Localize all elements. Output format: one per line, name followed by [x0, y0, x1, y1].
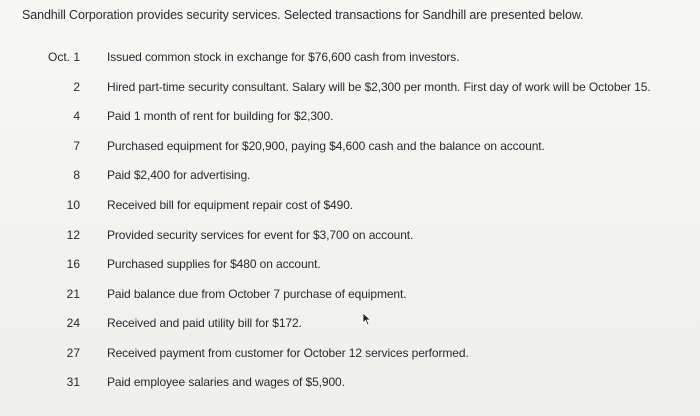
transaction-date: 24: [66, 316, 80, 330]
transaction-description: Issued common stock in exchange for $76,600 cash from investors.: [107, 50, 460, 64]
transaction-date: 31: [66, 375, 80, 389]
transaction-date: 27: [66, 346, 80, 360]
transaction-description: Purchased equipment for $20,900, paying $4,600 cash and the balance on account.: [107, 139, 545, 153]
mouse-pointer-icon: [362, 312, 372, 326]
transaction-date: 8: [73, 168, 80, 182]
transaction-description: Paid $2,400 for advertising.: [107, 168, 251, 182]
transaction-date: 12: [66, 228, 80, 242]
transaction-description: Paid 1 month of rent for building for $2,300.: [107, 109, 334, 123]
transaction-description: Provided security services for event for $3,700 on account.: [107, 228, 414, 242]
transaction-date: 4: [73, 109, 80, 123]
transaction-description: Received and paid utility bill for $172.: [107, 316, 302, 330]
transaction-date: 16: [66, 257, 80, 271]
transaction-description: Purchased supplies for $480 on account.: [107, 257, 321, 271]
transaction-description: Paid employee salaries and wages of $5,900.: [107, 375, 345, 389]
transaction-date: 21: [66, 287, 80, 301]
intro-text: Sandhill Corporation provides security services. Selected transactions for Sandhill are presented below.: [22, 8, 584, 22]
transaction-description: Paid balance due from October 7 purchase of equipment.: [107, 287, 407, 301]
transaction-date: 2: [73, 80, 80, 94]
transaction-description: Hired part-time security consultant. Salary will be $2,300 per month. First day of work will be October 15.: [107, 80, 651, 94]
transaction-date: 7: [73, 139, 80, 153]
transaction-description: Received bill for equipment repair cost of $490.: [107, 198, 354, 212]
transaction-date: 10: [66, 198, 80, 212]
transaction-description: Received payment from customer for October 12 services performed.: [107, 346, 469, 360]
transaction-date: Oct. 1: [47, 50, 80, 64]
